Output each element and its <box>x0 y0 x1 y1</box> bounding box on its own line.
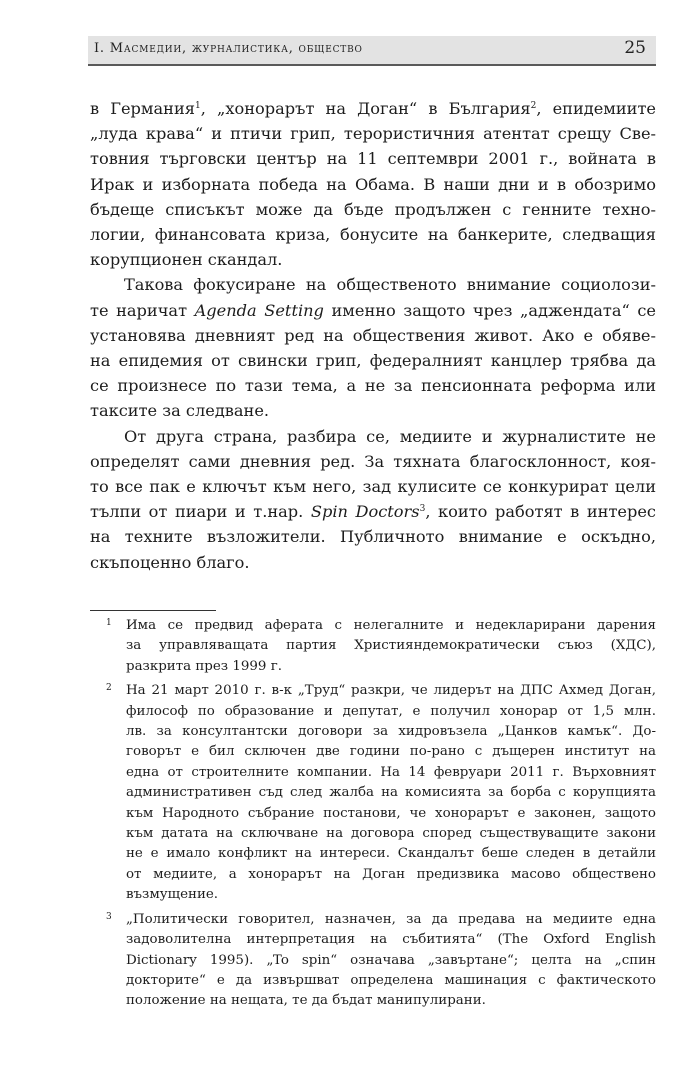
italic-term: Agenda Setting <box>194 300 324 320</box>
footnote-number: 3 <box>106 911 112 922</box>
footnote-ref[interactable]: 2 <box>530 101 537 111</box>
text-line <box>90 499 656 524</box>
paragraph <box>90 424 656 575</box>
footnote-line: Dictionary 1995). „To spin“ означава „завъртане“; целта на „спин <box>126 952 656 968</box>
footnote-line: не е имало конфликт на интереси. Скандалът беше следен в детайли <box>126 846 656 862</box>
text-run: те наричат <box>90 300 195 320</box>
paragraph <box>90 272 656 423</box>
text-line: логии, финансовата криза, бонусите на банкерите, следващия <box>90 225 656 245</box>
footnote-line: една от строителните компании. На 14 февруари 2011 г. Върховният <box>126 764 656 780</box>
footnote-ref[interactable]: 3 <box>419 504 426 515</box>
paragraph <box>90 96 656 272</box>
text-line: установява дневният ред на обществения живот. Ако е обяве- <box>90 325 656 345</box>
running-header <box>88 36 656 66</box>
text-line: се произнесе по тази тема, а не за пенсионната реформа или <box>90 376 656 396</box>
footnote-ref[interactable]: 1 <box>194 101 201 111</box>
footnote-line: говорът е бил сключен две години по-рано с дъщерен институт на <box>126 744 656 760</box>
text-run: в Германия <box>90 99 195 118</box>
text-line <box>90 96 656 121</box>
page-number: 25 <box>624 38 646 58</box>
text-line: определят сами дневния ред. За тяхната благосклонност, коя- <box>90 451 656 471</box>
footnote-line: философ по образование и депутат, е получил хонорар от 1,5 млн. <box>126 703 656 719</box>
footnote-line: „Политически говорител, назначен, за да предава на медиите една <box>126 911 656 927</box>
text-line: Ирак и изборната победа на Обама. В наши дни и в обозримо <box>90 174 656 194</box>
footnote-number: 2 <box>106 683 112 694</box>
footnote-line: към датата на сключване на договора според съществуващите закони <box>126 826 656 842</box>
footnote <box>90 910 656 1012</box>
text-line <box>90 298 656 323</box>
footnote-number: 1 <box>106 618 112 628</box>
footnote-line: възмущение. <box>126 887 219 903</box>
text-line: Такова фокусиране на общественото внимание социолози- <box>124 275 656 295</box>
footnote-line: за управляващата партия Християндемократически съюз (ХДС), <box>126 638 656 654</box>
footnotes <box>90 616 656 1016</box>
footnote <box>90 681 656 905</box>
footnote-line: задоволителна интерпретация на събитията“ (The Oxford English <box>126 932 656 948</box>
footnote-line: положение на нещата, те да бъдат манипулирани. <box>126 993 486 1009</box>
text-line: корупционен скандал. <box>90 250 283 270</box>
footnote-line: Има се предвид аферата с нелегалните и недекларирани дарения <box>126 618 656 633</box>
footnote <box>90 616 656 677</box>
italic-term: Spin Doctors <box>310 502 420 522</box>
text-run: , които работят в интерес <box>425 502 656 522</box>
footnote-line: разкрита през 1999 г. <box>126 658 282 674</box>
text-line: на техните възложители. Публичното внимание е оскъдно, <box>90 527 656 547</box>
footnote-line: докторите“ е да извършват определена машинация с фактическото <box>126 972 656 988</box>
footnote-divider <box>90 610 216 611</box>
main-text <box>90 96 656 575</box>
footnote-line: лв. за консултантски договори за хидровъзела „Цанков камък“. До- <box>126 724 656 740</box>
footnote-line: към Народното събрание постанови, че хонорарът е законен, защото <box>126 805 656 821</box>
chapter-title: I. Масмедии, журналистика, общество <box>94 41 363 56</box>
text-line: на епидемия от свински грип, федералният канцлер трябва да <box>90 351 656 371</box>
text-line: „луда крава“ и птичи грип, терористичния атентат срещу Све- <box>90 124 656 144</box>
text-line: то все пак е ключът към него, зад кулисите се конкурират цели <box>90 477 656 497</box>
text-run: , „хонорарът на Доган“ в България <box>200 99 531 118</box>
footnote-line: На 21 март 2010 г. в-к „Труд“ разкри, че лидерът на ДПС Ахмед Доган, <box>126 683 656 699</box>
text-run: именно защото чрез „аджендата“ се <box>323 300 656 320</box>
text-line: бъдеще списъкът може да бъде продължен с генните техно- <box>90 199 656 219</box>
footnote-line: административен съд след жалба на комисията за борба с корупцията <box>126 785 656 801</box>
text-line: От друга страна, разбира се, медиите и журналистите не <box>124 426 656 446</box>
text-line: товния търговски център на 11 септември 2001 г., войната в <box>90 149 656 169</box>
text-run: , епидемиите <box>536 99 657 118</box>
footnote-line: от медиите, а хонорарът на Доган предизвика масово обществено <box>126 866 656 882</box>
text-run: тълпи от пиари и т.нар. <box>90 502 311 522</box>
text-line: скъпоценно благо. <box>90 552 250 572</box>
text-line: таксите за следване. <box>90 401 270 421</box>
